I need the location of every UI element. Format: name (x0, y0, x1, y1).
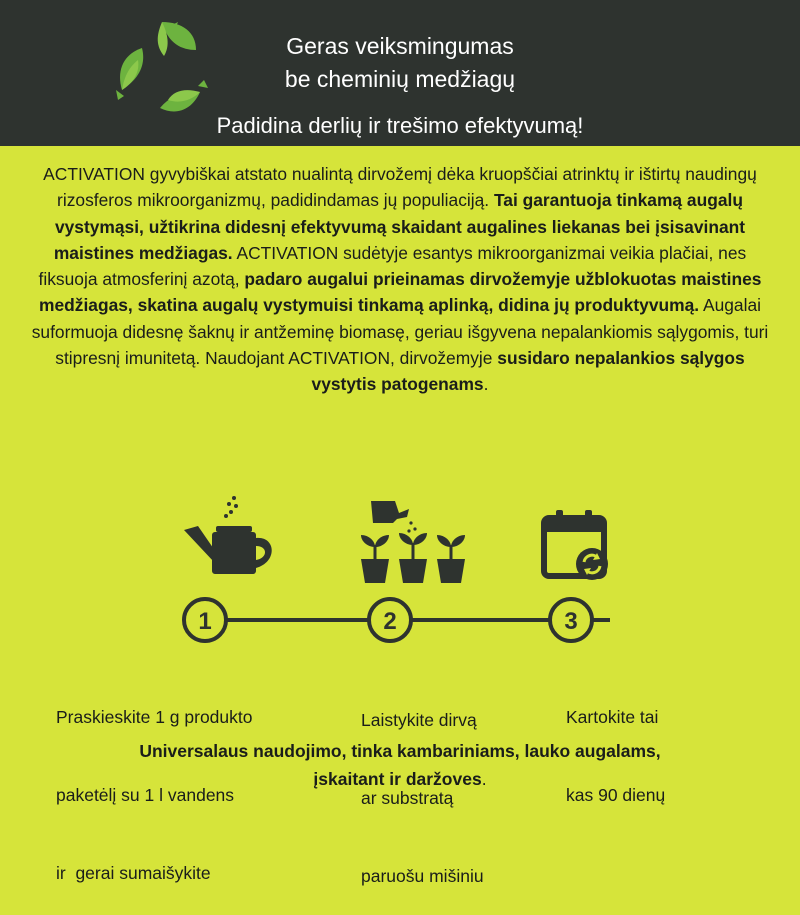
step-1-line: paketėlį su 1 l vandens (56, 785, 235, 805)
intro-segment: ACTIVATION sudėtyje esantys mikroorganizmai veikia plačiai, nes fiksuoja atmosferinį azotą, (38, 242, 747, 290)
watering-can-icon (180, 490, 285, 585)
intro-segment-bold: Tai garantuoja tinkamą augalų vystymąsi, užtikrina didesnį efektyvumą skaidant augalines liekanas bei įsisavinant maistines medžiagas. (53, 190, 746, 263)
intro-segment-bold: padaro augalui prieinamas dirvožemyje užblokuotas maistines medžiagas, skatina augalų vystymuisi tinkamą aplinką, didina jų produktyvumą. (39, 269, 762, 316)
footer-line-2-end: . (481, 769, 487, 789)
headline-line-1: Geras veiksmingumas (286, 33, 514, 59)
footer-line-2 (0, 765, 800, 793)
footer-line-1: Universalaus naudojimo, tinka kambariniams, lauko augalams, (139, 741, 661, 761)
footer-note (0, 737, 800, 793)
watering-seedlings-icon (355, 495, 470, 585)
recycling-leaves-icon (112, 16, 212, 116)
headline-line-2: be cheminių medžiagų (284, 66, 516, 92)
header-banner (0, 0, 800, 146)
intro-segment-bold: susidaro nepalankios sąlygos vystytis patogenams (311, 348, 745, 395)
step-number-2: 2 (383, 608, 397, 635)
step-1-line: Praskieskite 1 g produkto (56, 707, 253, 727)
intro-segment: ACTIVATION gyvybiškai atstato nualintą dirvožemį dėka kruopščiai atrinktų ir ištirtų naudingų rizosferos mikroorganizmų, padidindamas jų populiaciją. (43, 164, 757, 211)
intro-segment: Augalai suformuoja didesnę šaknų ir antžeminę biomasę, geriau išgyvena nepalankiomis sąlygomis, turi stipresnį imunitetą. Naudojant ACTIVATION, dirvožemyje (31, 295, 769, 369)
intro-paragraph (24, 161, 776, 398)
footer-line-2-text: įskaitant ir daržoves (313, 769, 482, 789)
step-number-1: 1 (198, 608, 212, 635)
step-3-line: kas 90 dienų (566, 785, 666, 805)
tagline: Padidina derlių ir trešimo efektyvumą! (216, 113, 584, 138)
intro-segment: . (483, 374, 489, 395)
calendar-repeat-icon (540, 508, 612, 582)
step-1-line: ir gerai sumaišykite (56, 863, 211, 883)
step-3-line: Kartokite tai (566, 707, 659, 727)
step-2-line: paruošu mišiniu (361, 866, 484, 886)
headline (220, 30, 580, 96)
step-2-line: ar substratą (361, 788, 454, 808)
step-2-line: Laistykite dirvą (361, 710, 477, 730)
step-number-3: 3 (564, 608, 578, 635)
